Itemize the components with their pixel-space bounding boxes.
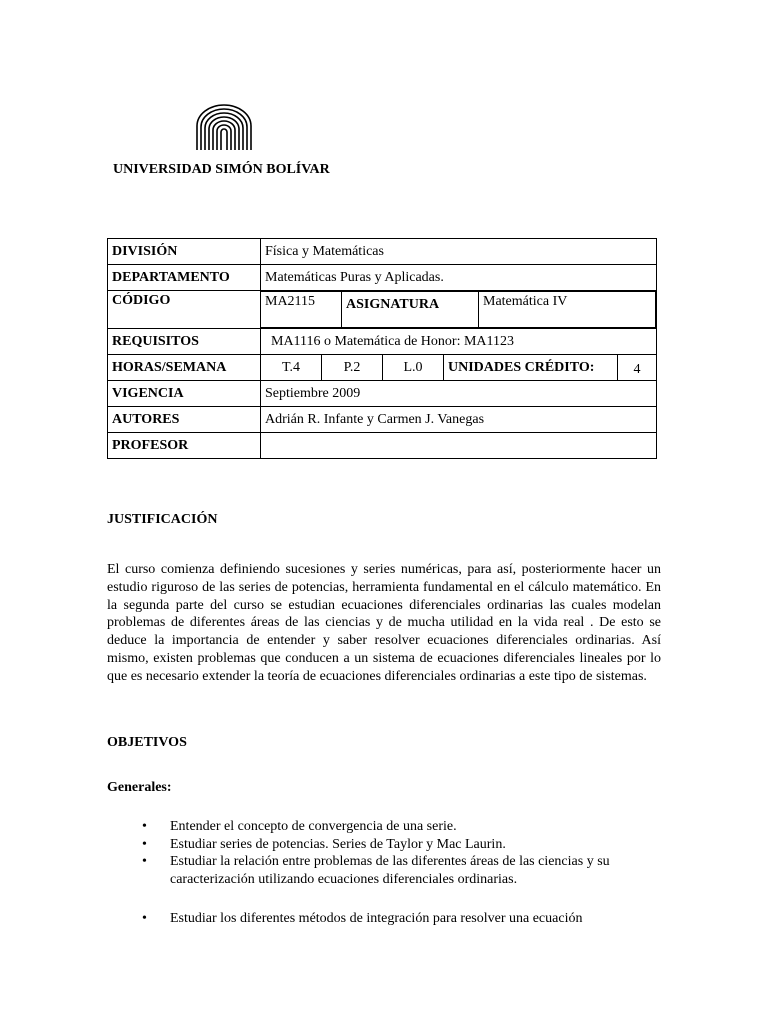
unidades-value: 4	[618, 355, 657, 381]
horas-l: L.0	[383, 355, 444, 381]
list-item: • Entender el concepto de convergencia de una serie.	[134, 818, 654, 836]
vigencia-label: VIGENCIA	[108, 381, 261, 407]
justificacion-heading: JUSTIFICACIÓN	[107, 512, 218, 527]
table-row	[108, 407, 657, 433]
course-info-table	[107, 238, 657, 459]
horas-p: P.2	[322, 355, 383, 381]
requisitos-value: MA1116 o Matemática de Honor: MA1123	[261, 329, 657, 355]
codigo-value: MA2115	[261, 292, 342, 328]
table-row	[108, 381, 657, 407]
autores-value: Adrián R. Infante y Carmen J. Vanegas	[261, 407, 657, 433]
objetivos-list-continued	[134, 910, 654, 928]
table-row	[108, 433, 657, 459]
horas-label: HORAS/SEMANA	[108, 355, 261, 381]
table-row	[108, 329, 657, 355]
codigo-label: CÓDIGO	[108, 291, 261, 329]
usb-logo-icon	[193, 104, 255, 152]
codigo-inner-table	[261, 291, 656, 328]
autores-label: AUTORES	[108, 407, 261, 433]
objetivos-heading: OBJETIVOS	[107, 735, 187, 750]
asignatura-value: Matemática IV	[479, 292, 656, 328]
division-value: Física y Matemáticas	[261, 239, 657, 265]
division-label: DIVISIÓN	[108, 239, 261, 265]
codigo-cell	[261, 291, 657, 329]
list-item: • Estudiar los diferentes métodos de integración para resolver una ecuación	[134, 910, 654, 928]
table-row	[108, 265, 657, 291]
vigencia-value: Septiembre 2009	[261, 381, 657, 407]
generales-heading: Generales:	[107, 780, 172, 795]
list-item: • Estudiar la relación entre problemas de las diferentes áreas de las ciencias y su caracterización utilizando ecuaciones diferenciales ordinarias.	[134, 853, 654, 888]
justificacion-text: El curso comienza definiendo sucesiones y series numéricas, para así, posteriormente hacer un estudio riguroso de las series de potencias, herramienta fundamental en el cálculo matemático. En la segunda parte del curso se estudian ecuaciones diferenciales ordinarias las cuales modelan problemas de diferentes áreas de las ciencias y de mucha utilidad en la vida real . De esto se deduce la importancia de entender y saber resolver ecuaciones diferenciales ordinarias. Así mismo, existen problemas que conducen a un sistema de ecuaciones diferenciales lineales por lo que es necesario extender la teoría de ecuaciones diferenciales ordinarias a este tipo de sistemas.	[107, 562, 661, 684]
profesor-value	[261, 433, 657, 459]
requisitos-label: REQUISITOS	[108, 329, 261, 355]
asignatura-label: ASIGNATURA	[342, 292, 479, 328]
departamento-value: Matemáticas Puras y Aplicadas.	[261, 265, 657, 291]
unidades-label: UNIDADES CRÉDITO:	[444, 355, 618, 381]
list-item: • Estudiar series de potencias. Series de Taylor y Mac Laurin.	[134, 836, 654, 854]
table-row	[108, 239, 657, 265]
objetivos-list	[134, 818, 654, 888]
profesor-label: PROFESOR	[108, 433, 261, 459]
departamento-label: DEPARTAMENTO	[108, 265, 261, 291]
table-row	[108, 291, 657, 329]
horas-t: T.4	[261, 355, 322, 381]
university-name: UNIVERSIDAD SIMÓN BOLÍVAR	[113, 162, 330, 177]
table-row	[108, 355, 657, 381]
